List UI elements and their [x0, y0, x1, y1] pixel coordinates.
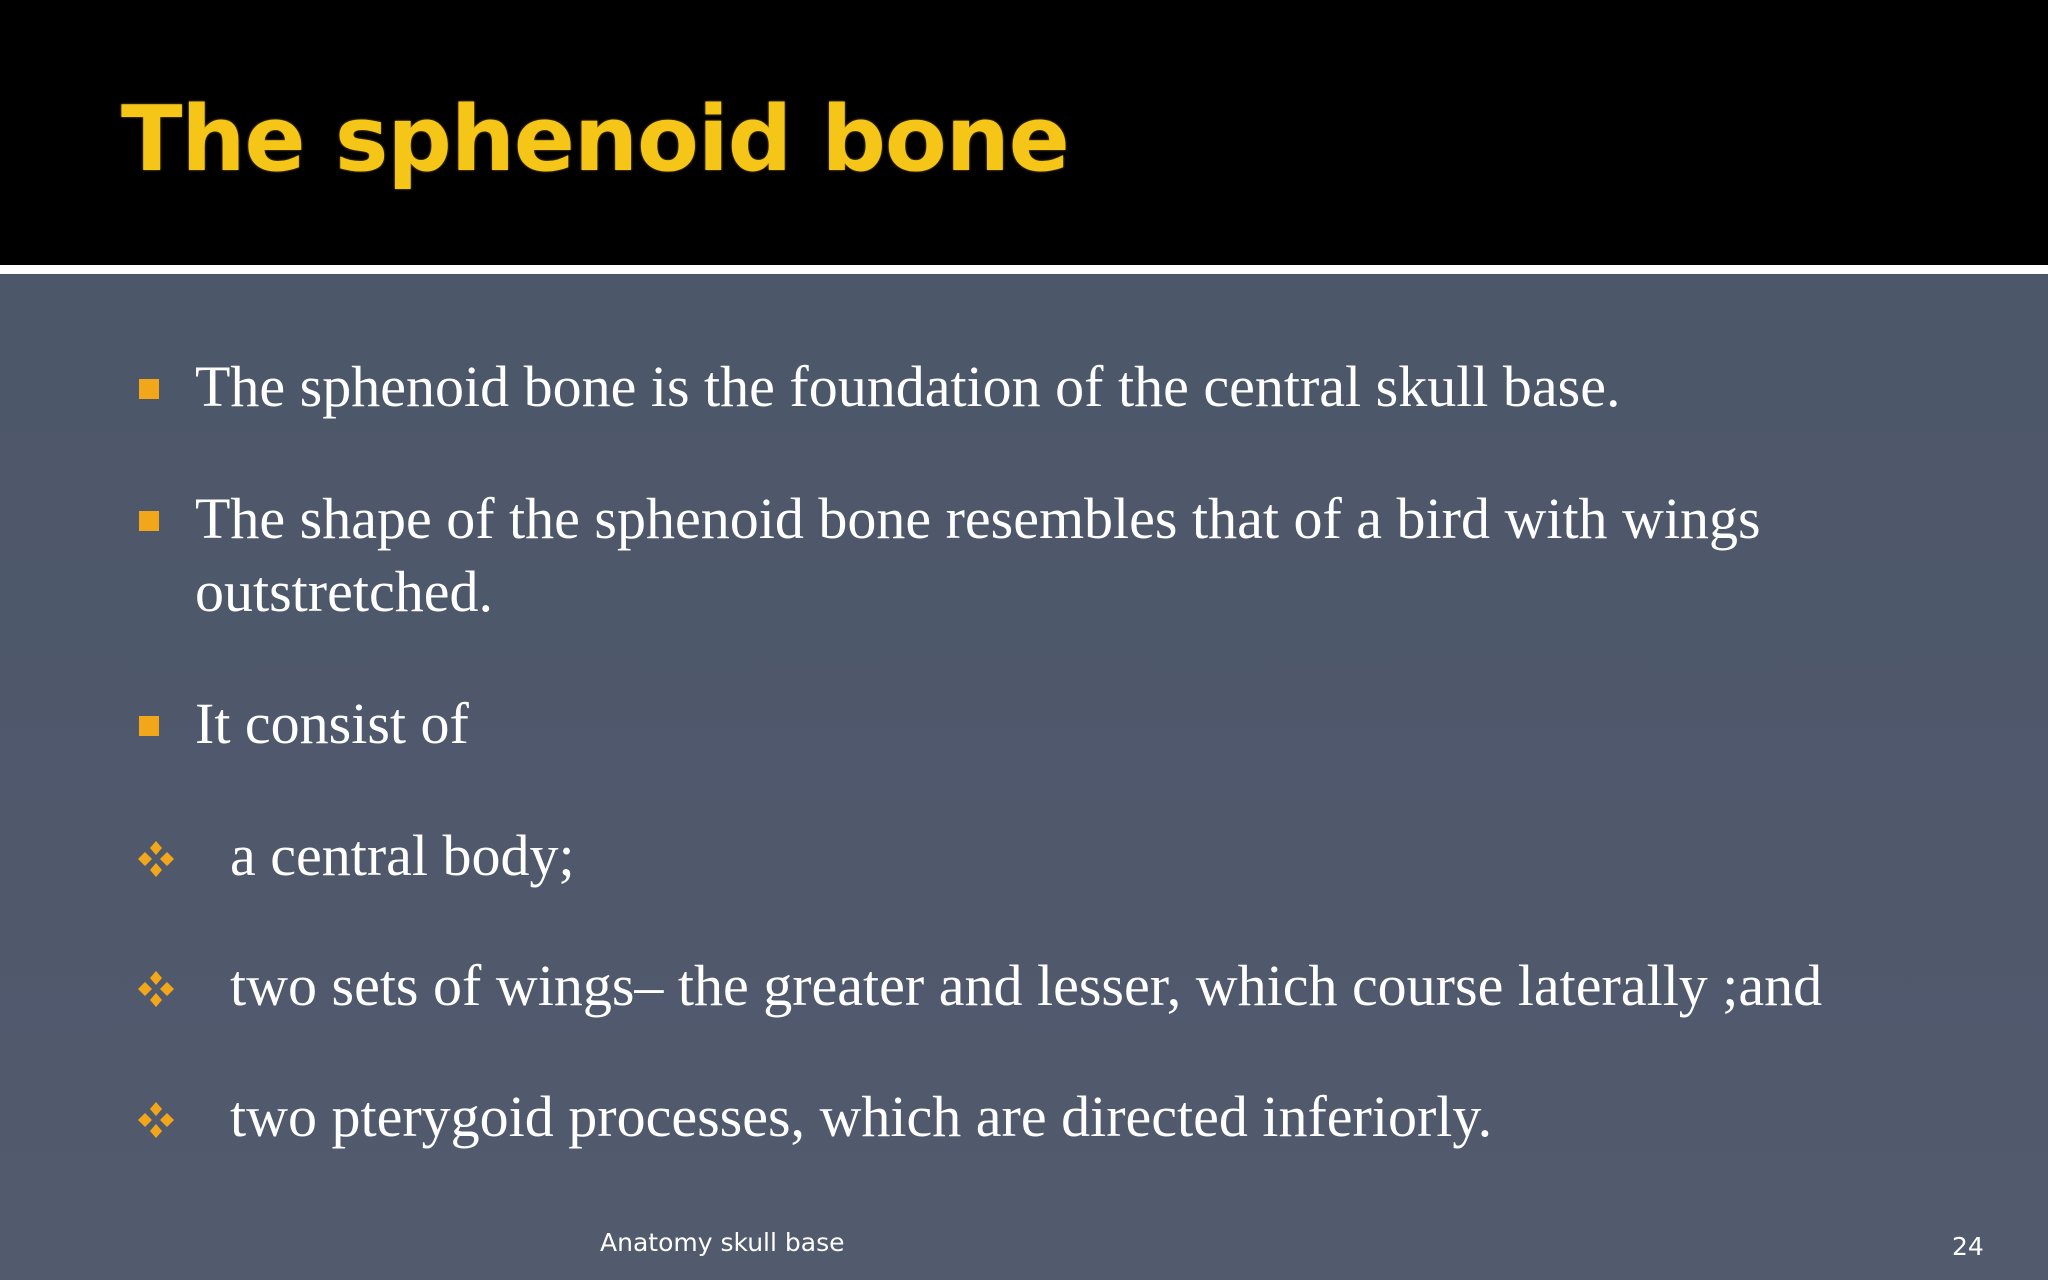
square-bullet-icon — [139, 379, 159, 399]
sub-bullet-text: two pterygoid processes, which are directed inferiorly. — [230, 1084, 1493, 1149]
four-diamond-bullet-icon — [136, 969, 176, 1009]
title-divider — [0, 265, 2048, 274]
page-number: 24 — [1952, 1232, 1984, 1261]
bullet-text-line-2: outstretched. — [195, 559, 493, 624]
bullet-text: The sphenoid bone is the foundation of the central skull base. — [195, 354, 1621, 419]
square-bullet-icon — [139, 716, 159, 736]
square-bullet-icon — [139, 511, 159, 531]
bullet-text-line-1: The shape of the sphenoid bone resembles that of a bird with wings — [195, 486, 1761, 551]
four-diamond-bullet-icon — [136, 1100, 176, 1140]
title-bar — [0, 0, 2048, 265]
bullet-text: It consist of — [195, 691, 469, 756]
slide-title: The sphenoid bone — [121, 87, 1069, 192]
four-diamond-bullet-icon — [136, 839, 176, 879]
sub-bullet-text: a central body; — [230, 823, 575, 888]
footer-text: Anatomy skull base — [600, 1228, 845, 1257]
sub-bullet-text: two sets of wings– the greater and lesser, which course laterally ;and — [230, 953, 1823, 1018]
